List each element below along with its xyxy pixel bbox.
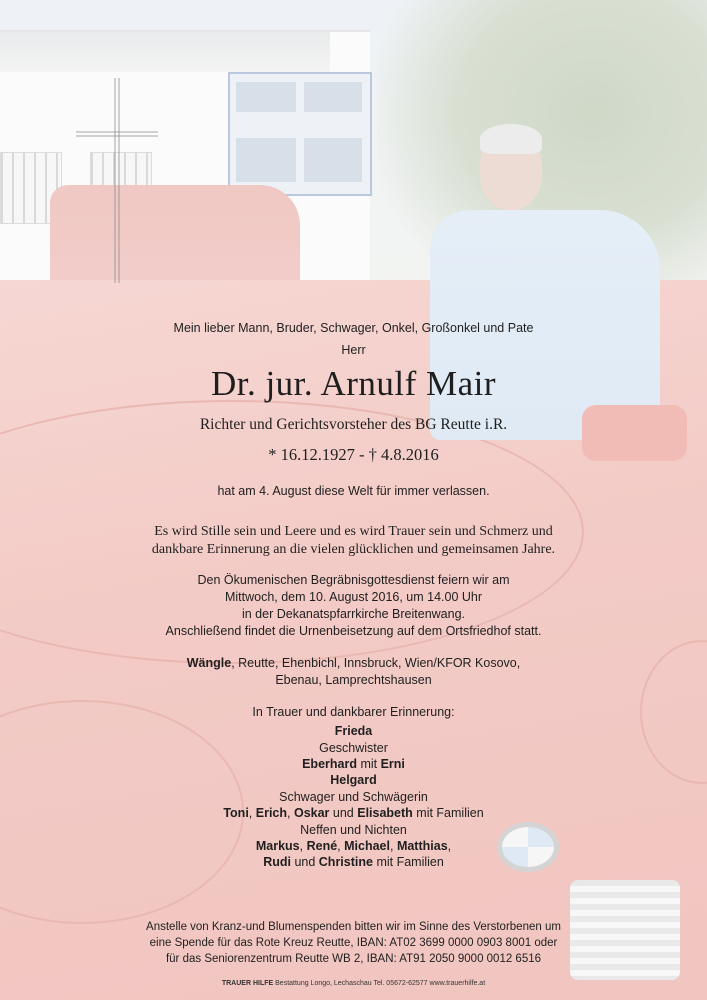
relation-label: Neffen und Nichten [300,823,407,837]
mourners-heading: In Trauer und dankbarer Erinnerung: [252,705,455,719]
mourner-name: Elisabeth [357,806,413,820]
connector: , [389,839,397,853]
places-line: Ebenau, Lamprechtshausen [275,673,432,687]
connector: , [287,806,294,820]
connector: mit Familien [372,855,444,869]
intro-line: Mein lieber Mann, Bruder, Schwager, Onkel, Großonkel und Pate [173,321,534,335]
connector: , [299,839,307,853]
funeral-home-contact: Bestattung Longo, Lechaschau Tel. 05672-62577 www.trauerhilfe.at [273,980,486,987]
connector: und [290,855,319,869]
service-line: Anschließend findet die Urnenbeisetzung auf dem Ortsfriedhof statt. [165,624,542,638]
mourner-name: Eberhard [302,757,357,771]
service-line: Den Ökumenischen Begräbnisgottesdienst feiern wir am [197,573,510,587]
service-line: in der Dekanatspfarrkirche Breitenwang. [241,607,466,621]
deceased-title: Richter und Gerichtsvorsteher des BG Reutte i.R. [199,416,508,433]
mourner-name: Oskar [293,806,330,820]
quote-line: dankbare Erinnerung an die vielen glücklichen und gemeinsamen Jahre. [151,542,556,557]
place-bold: Wängle [186,656,232,670]
donation-line: Anstelle von Kranz-und Blumenspenden bitten wir im Sinne des Verstorbenen um [146,921,561,933]
mourner-line [0,839,707,853]
connector: , [447,839,452,853]
mourner-name: Erich [255,806,288,820]
donation-line: für das Seniorenzentrum Reutte WB 2, IBAN: AT91 2050 9000 0012 6516 [165,953,542,965]
salutation: Herr [341,343,366,357]
service-line: Mittwoch, dem 10. August 2016, um 14.00 Uhr [224,590,483,604]
places-rest: , Reutte, Ehenbichl, Innsbruck, Wien/KFOR Kosovo, [231,656,521,670]
mourner-name: Toni [223,806,249,820]
mourner-name: René [306,839,338,853]
connector: und [329,806,358,820]
places-line [0,656,707,670]
mourner-name: Helgard [330,773,377,787]
mourner-line [0,806,707,820]
connector: mit Familien [412,806,484,820]
relation-label: Geschwister [319,741,388,755]
mourner-name: Matthias [396,839,448,853]
relation-label: Schwager und Schwägerin [279,790,428,804]
donation-line: eine Spende für das Rote Kreuz Reutte, IBAN: AT02 3699 0000 0903 8001 oder [149,937,558,949]
mourner-line [0,855,707,869]
connector: , [337,839,345,853]
funeral-home-footer [0,980,707,987]
announcement: hat am 4. August diese Welt für immer verlassen. [217,484,490,498]
life-dates: * 16.12.1927 - † 4.8.2016 [268,445,439,464]
connector: , [248,806,256,820]
mourner-name: Christine [318,855,373,869]
funeral-home-brand: TRAUER HILFE [221,980,274,987]
mourner-wife: Frieda [334,724,373,738]
quote-line: Es wird Stille sein und Leere und es wird Trauer sein und Schmerz und [154,524,553,539]
mourner-line [0,757,707,771]
deceased-name: Dr. jur. Arnulf Mair [210,364,497,403]
mourner-name: Michael [344,839,390,853]
mourner-name: Erni [380,757,405,771]
connector: mit [356,757,381,771]
mourner-name: Markus [255,839,300,853]
mourner-name: Rudi [263,855,291,869]
